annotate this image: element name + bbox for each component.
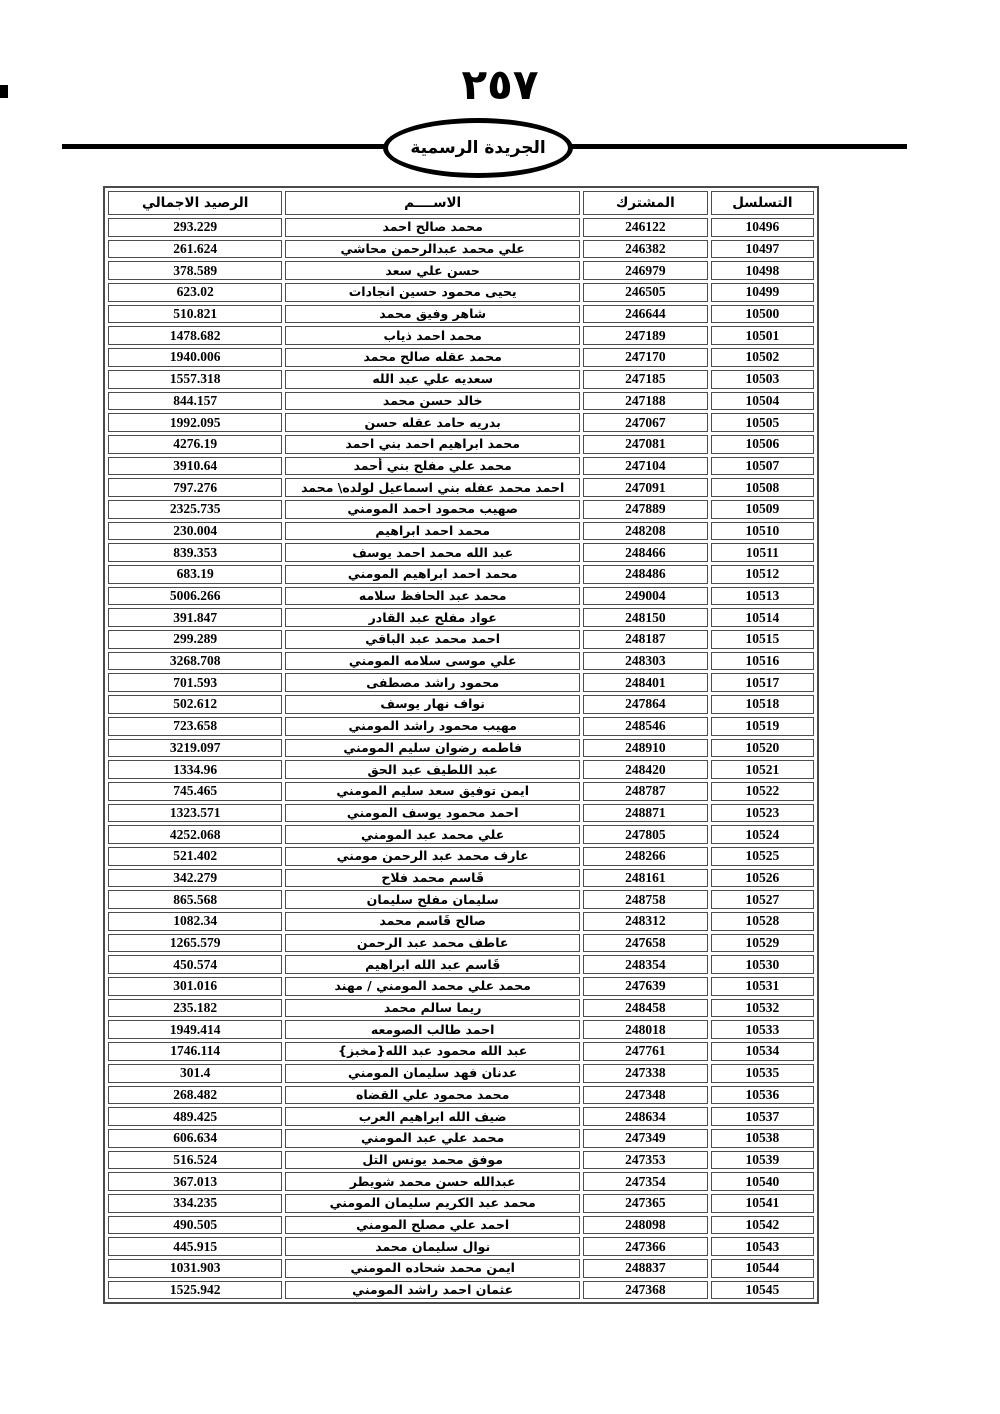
- table-row: [108, 1086, 814, 1105]
- serial-cell: 10514: [711, 608, 814, 627]
- balance-cell: 1940.006: [108, 348, 282, 367]
- serial-cell: 10505: [711, 413, 814, 432]
- table-row: [108, 543, 814, 562]
- subscriber-cell: 247366: [583, 1237, 708, 1256]
- balance-cell: 489.425: [108, 1107, 282, 1126]
- balance-cell: 606.634: [108, 1129, 282, 1148]
- subscriber-cell: 247658: [583, 934, 708, 953]
- name-cell: احمد محمود يوسف المومني: [285, 804, 580, 823]
- subscriber-cell: 247864: [583, 695, 708, 714]
- table-row: [108, 565, 814, 584]
- table-row: [108, 673, 814, 692]
- name-cell: يحيى محمود حسين انجادات: [285, 283, 580, 302]
- table-row: [108, 500, 814, 519]
- table-row: [108, 283, 814, 302]
- name-cell: نوال سليمان محمد: [285, 1237, 580, 1256]
- name-cell: محمد احمد ابراهيم: [285, 522, 580, 541]
- balance-cell: 1949.414: [108, 1020, 282, 1039]
- balance-cell: 1323.571: [108, 804, 282, 823]
- table-row: [108, 890, 814, 909]
- name-cell: موفق محمد يونس التل: [285, 1151, 580, 1170]
- subscriber-cell: 247104: [583, 457, 708, 476]
- serial-cell: 10530: [711, 955, 814, 974]
- table-row: [108, 326, 814, 345]
- subscriber-cell: 248161: [583, 869, 708, 888]
- subscriber-cell: 248420: [583, 760, 708, 779]
- subscriber-cell: 248187: [583, 630, 708, 649]
- name-cell: قَاسم محمد فلاح: [285, 869, 580, 888]
- table-row: [108, 1194, 814, 1213]
- table-row: [108, 1172, 814, 1191]
- table-row: [108, 457, 814, 476]
- table-row: [108, 1042, 814, 1061]
- balance-cell: 844.157: [108, 392, 282, 411]
- name-cell: سليمان مفلح سليمان: [285, 890, 580, 909]
- serial-cell: 10504: [711, 392, 814, 411]
- name-cell: محمد علي مفلح بني أحمد: [285, 457, 580, 476]
- table-row: [108, 240, 814, 259]
- serial-cell: 10520: [711, 739, 814, 758]
- serial-cell: 10527: [711, 890, 814, 909]
- serial-cell: 10518: [711, 695, 814, 714]
- table-row: [108, 847, 814, 866]
- name-cell: محمد احمد ذياب: [285, 326, 580, 345]
- subscriber-cell: 247805: [583, 825, 708, 844]
- table-row: [108, 370, 814, 389]
- serial-cell: 10502: [711, 348, 814, 367]
- subscriber-cell: 247761: [583, 1042, 708, 1061]
- name-cell: ضيف الله ابراهيم العرب: [285, 1107, 580, 1126]
- subscriber-cell: 246979: [583, 261, 708, 280]
- subscriber-cell: 247170: [583, 348, 708, 367]
- subscriber-cell: 248150: [583, 608, 708, 627]
- subscriber-cell: 247889: [583, 500, 708, 519]
- serial-cell: 10522: [711, 782, 814, 801]
- balance-cell: 342.279: [108, 869, 282, 888]
- table-row: [108, 1216, 814, 1235]
- serial-cell: 10519: [711, 717, 814, 736]
- name-cell: بدريه حامد عقله حسن: [285, 413, 580, 432]
- scan-artifact: [0, 85, 8, 98]
- subscriber-cell: 247189: [583, 326, 708, 345]
- serial-cell: 10516: [711, 652, 814, 671]
- subscriber-cell: 247354: [583, 1172, 708, 1191]
- name-cell: عبد اللطيف عبد الحق: [285, 760, 580, 779]
- serial-cell: 10503: [711, 370, 814, 389]
- table-row: [108, 955, 814, 974]
- subscriber-cell: 247353: [583, 1151, 708, 1170]
- balance-cell: 3910.64: [108, 457, 282, 476]
- serial-cell: 10533: [711, 1020, 814, 1039]
- subscriber-cell: 248354: [583, 955, 708, 974]
- name-cell: فاطمه رضوان سليم المومني: [285, 739, 580, 758]
- serial-cell: 10501: [711, 326, 814, 345]
- serial-cell: 10512: [711, 565, 814, 584]
- subscriber-cell: 247349: [583, 1129, 708, 1148]
- table-row: [108, 522, 814, 541]
- serial-cell: 10507: [711, 457, 814, 476]
- table-row: [108, 1151, 814, 1170]
- serial-cell: 10517: [711, 673, 814, 692]
- subscriber-cell: 248546: [583, 717, 708, 736]
- header-serial: التسلسل: [711, 191, 814, 215]
- serial-cell: 10534: [711, 1042, 814, 1061]
- name-cell: علي محمد عبد المومني: [285, 825, 580, 844]
- table-body: [108, 218, 814, 1299]
- name-cell: عارف محمد عبد الرحمن مومني: [285, 847, 580, 866]
- serial-cell: 10513: [711, 587, 814, 606]
- balance-cell: 1334.96: [108, 760, 282, 779]
- balance-cell: 1746.114: [108, 1042, 282, 1061]
- serial-cell: 10506: [711, 435, 814, 454]
- name-cell: احمد محمد عبد الباقي: [285, 630, 580, 649]
- serial-cell: 10532: [711, 999, 814, 1018]
- subscriber-cell: 247185: [583, 370, 708, 389]
- name-cell: مهيب محمود راشد المومني: [285, 717, 580, 736]
- name-cell: عبد الله محمود عبد الله{مخبز}: [285, 1042, 580, 1061]
- serial-cell: 10542: [711, 1216, 814, 1235]
- subscriber-cell: 248634: [583, 1107, 708, 1126]
- serial-cell: 10529: [711, 934, 814, 953]
- balance-cell: 2325.735: [108, 500, 282, 519]
- name-cell: عثمان احمد راشد المومني: [285, 1281, 580, 1300]
- subscriber-cell: 247338: [583, 1064, 708, 1083]
- balance-cell: 797.276: [108, 478, 282, 497]
- name-cell: ايمن محمد شحاده المومني: [285, 1259, 580, 1278]
- subscriber-cell: 248266: [583, 847, 708, 866]
- subscriber-cell: 247188: [583, 392, 708, 411]
- name-cell: ايمن توفيق سعد سليم المومني: [285, 782, 580, 801]
- balance-cell: 723.658: [108, 717, 282, 736]
- balance-cell: 1082.34: [108, 912, 282, 931]
- balance-cell: 299.289: [108, 630, 282, 649]
- table-row: [108, 1064, 814, 1083]
- name-cell: محمد علي محمد المومني / مهند: [285, 977, 580, 996]
- name-cell: محمد احمد ابراهيم المومني: [285, 565, 580, 584]
- balance-cell: 378.589: [108, 261, 282, 280]
- subscriber-cell: 248837: [583, 1259, 708, 1278]
- subscriber-cell: 248910: [583, 739, 708, 758]
- serial-cell: 10496: [711, 218, 814, 237]
- balance-cell: 5006.266: [108, 587, 282, 606]
- name-cell: محمد علي عبد المومني: [285, 1129, 580, 1148]
- table-row: [108, 392, 814, 411]
- subscriber-cell: 248758: [583, 890, 708, 909]
- table-row: [108, 1020, 814, 1039]
- subscriber-cell: 246382: [583, 240, 708, 259]
- serial-cell: 10526: [711, 869, 814, 888]
- balance-cell: 235.182: [108, 999, 282, 1018]
- balance-cell: 1992.095: [108, 413, 282, 432]
- table-row: [108, 782, 814, 801]
- table-row: [108, 413, 814, 432]
- subscriber-cell: 248303: [583, 652, 708, 671]
- subscriber-cell: 246644: [583, 305, 708, 324]
- subscriber-cell: 248458: [583, 999, 708, 1018]
- balance-cell: 701.593: [108, 673, 282, 692]
- subscriber-cell: 248787: [583, 782, 708, 801]
- name-cell: حسن علي سعد: [285, 261, 580, 280]
- serial-cell: 10523: [711, 804, 814, 823]
- serial-cell: 10540: [711, 1172, 814, 1191]
- name-cell: عبدالله حسن محمد شويطر: [285, 1172, 580, 1191]
- table-row: [108, 1129, 814, 1148]
- name-cell: محمد محمود علي القضاه: [285, 1086, 580, 1105]
- balance-cell: 391.847: [108, 608, 282, 627]
- table-row: [108, 261, 814, 280]
- serial-cell: 10528: [711, 912, 814, 931]
- name-cell: نواف نهار يوسف: [285, 695, 580, 714]
- subscriber-cell: 248401: [583, 673, 708, 692]
- table-row: [108, 1107, 814, 1126]
- balance-cell: 367.013: [108, 1172, 282, 1191]
- balance-cell: 301.4: [108, 1064, 282, 1083]
- table-row: [108, 912, 814, 931]
- subscriber-cell: 247348: [583, 1086, 708, 1105]
- balance-cell: 4276.19: [108, 435, 282, 454]
- balance-cell: 623.02: [108, 283, 282, 302]
- serial-cell: 10500: [711, 305, 814, 324]
- balance-cell: 3268.708: [108, 652, 282, 671]
- balance-cell: 3219.097: [108, 739, 282, 758]
- serial-cell: 10499: [711, 283, 814, 302]
- balance-cell: 510.821: [108, 305, 282, 324]
- serial-cell: 10515: [711, 630, 814, 649]
- balance-cell: 1031.903: [108, 1259, 282, 1278]
- table-row: [108, 977, 814, 996]
- subscriber-cell: 247091: [583, 478, 708, 497]
- gazette-banner-oval: [383, 118, 573, 178]
- balance-cell: 1478.682: [108, 326, 282, 345]
- name-cell: علي محمد عبدالرحمن محاشي: [285, 240, 580, 259]
- subscriber-cell: 249004: [583, 587, 708, 606]
- subscriber-cell: 246122: [583, 218, 708, 237]
- table-row: [108, 218, 814, 237]
- records-table: [103, 186, 819, 1304]
- table-row: [108, 695, 814, 714]
- table-row: [108, 608, 814, 627]
- serial-cell: 10508: [711, 478, 814, 497]
- serial-cell: 10531: [711, 977, 814, 996]
- balance-cell: 521.402: [108, 847, 282, 866]
- balance-cell: 1525.942: [108, 1281, 282, 1300]
- serial-cell: 10521: [711, 760, 814, 779]
- subscriber-cell: 248018: [583, 1020, 708, 1039]
- banner-title: الجريدة الرسمية: [410, 138, 546, 158]
- serial-cell: 10537: [711, 1107, 814, 1126]
- table-row: [108, 1237, 814, 1256]
- serial-cell: 10497: [711, 240, 814, 259]
- name-cell: عاطف محمد عبد الرحمن: [285, 934, 580, 953]
- subscriber-cell: 247639: [583, 977, 708, 996]
- balance-cell: 745.465: [108, 782, 282, 801]
- balance-cell: 1265.579: [108, 934, 282, 953]
- serial-cell: 10510: [711, 522, 814, 541]
- name-cell: صالح قَاسم محمد: [285, 912, 580, 931]
- name-cell: عدنان فهد سليمان المومني: [285, 1064, 580, 1083]
- name-cell: محمود راشد مصطفى: [285, 673, 580, 692]
- serial-cell: 10545: [711, 1281, 814, 1300]
- table-row: [108, 305, 814, 324]
- subscriber-cell: 247365: [583, 1194, 708, 1213]
- table-row: [108, 630, 814, 649]
- name-cell: قَاسم عبد الله ابراهيم: [285, 955, 580, 974]
- table-row: [108, 478, 814, 497]
- serial-cell: 10543: [711, 1237, 814, 1256]
- serial-cell: 10535: [711, 1064, 814, 1083]
- subscriber-cell: 247081: [583, 435, 708, 454]
- name-cell: محمد ابراهيم احمد بني احمد: [285, 435, 580, 454]
- table-row: [108, 652, 814, 671]
- name-cell: احمد طالب الصومعه: [285, 1020, 580, 1039]
- serial-cell: 10538: [711, 1129, 814, 1148]
- name-cell: محمد عقله صالح محمد: [285, 348, 580, 367]
- subscriber-cell: 247067: [583, 413, 708, 432]
- table-row: [108, 825, 814, 844]
- balance-cell: 293.229: [108, 218, 282, 237]
- table-header-row: [108, 191, 814, 215]
- name-cell: احمد علي مصلح المومني: [285, 1216, 580, 1235]
- table-row: [108, 1281, 814, 1300]
- table-row: [108, 435, 814, 454]
- balance-cell: 839.353: [108, 543, 282, 562]
- name-cell: خالد حسن محمد: [285, 392, 580, 411]
- name-cell: محمد عبد الكريم سليمان المومني: [285, 1194, 580, 1213]
- name-cell: سعديه علي عبد الله: [285, 370, 580, 389]
- subscriber-cell: 248098: [583, 1216, 708, 1235]
- balance-cell: 268.482: [108, 1086, 282, 1105]
- subscriber-cell: 248466: [583, 543, 708, 562]
- balance-cell: 683.19: [108, 565, 282, 584]
- table-row: [108, 717, 814, 736]
- balance-cell: 4252.068: [108, 825, 282, 844]
- table-row: [108, 999, 814, 1018]
- table-row: [108, 348, 814, 367]
- serial-cell: 10541: [711, 1194, 814, 1213]
- table-row: [108, 1259, 814, 1278]
- subscriber-cell: 247368: [583, 1281, 708, 1300]
- balance-cell: 230.004: [108, 522, 282, 541]
- subscriber-cell: 248486: [583, 565, 708, 584]
- header-balance: الرصيد الاجمالي: [108, 191, 282, 215]
- name-cell: علي موسى سلامه المومني: [285, 652, 580, 671]
- serial-cell: 10511: [711, 543, 814, 562]
- balance-cell: 445.915: [108, 1237, 282, 1256]
- serial-cell: 10498: [711, 261, 814, 280]
- page-number: ٢٥٧: [461, 60, 539, 109]
- balance-cell: 450.574: [108, 955, 282, 974]
- table-row: [108, 934, 814, 953]
- balance-cell: 502.612: [108, 695, 282, 714]
- table-row: [108, 804, 814, 823]
- balance-cell: 301.016: [108, 977, 282, 996]
- table-row: [108, 869, 814, 888]
- name-cell: صهيب محمود احمد المومني: [285, 500, 580, 519]
- serial-cell: 10539: [711, 1151, 814, 1170]
- name-cell: ريما سالم محمد: [285, 999, 580, 1018]
- header-name: الاســــم: [285, 191, 580, 215]
- serial-cell: 10525: [711, 847, 814, 866]
- serial-cell: 10509: [711, 500, 814, 519]
- subscriber-cell: 248871: [583, 804, 708, 823]
- name-cell: احمد محمد عفله بني اسماعيل لولده\ محمد: [285, 478, 580, 497]
- name-cell: عبد الله محمد احمد يوسف: [285, 543, 580, 562]
- name-cell: محمد عبد الحافظ سلامه: [285, 587, 580, 606]
- subscriber-cell: 248312: [583, 912, 708, 931]
- header-subscriber: المشترك: [583, 191, 708, 215]
- table-row: [108, 760, 814, 779]
- name-cell: عواد مفلح عبد القادر: [285, 608, 580, 627]
- balance-cell: 1557.318: [108, 370, 282, 389]
- balance-cell: 334.235: [108, 1194, 282, 1213]
- subscriber-cell: 246505: [583, 283, 708, 302]
- balance-cell: 261.624: [108, 240, 282, 259]
- table-row: [108, 587, 814, 606]
- table-row: [108, 739, 814, 758]
- subscriber-cell: 248208: [583, 522, 708, 541]
- serial-cell: 10524: [711, 825, 814, 844]
- name-cell: شاهر وفيق محمد: [285, 305, 580, 324]
- serial-cell: 10536: [711, 1086, 814, 1105]
- balance-cell: 490.505: [108, 1216, 282, 1235]
- serial-cell: 10544: [711, 1259, 814, 1278]
- balance-cell: 865.568: [108, 890, 282, 909]
- name-cell: محمد صالح احمد: [285, 218, 580, 237]
- balance-cell: 516.524: [108, 1151, 282, 1170]
